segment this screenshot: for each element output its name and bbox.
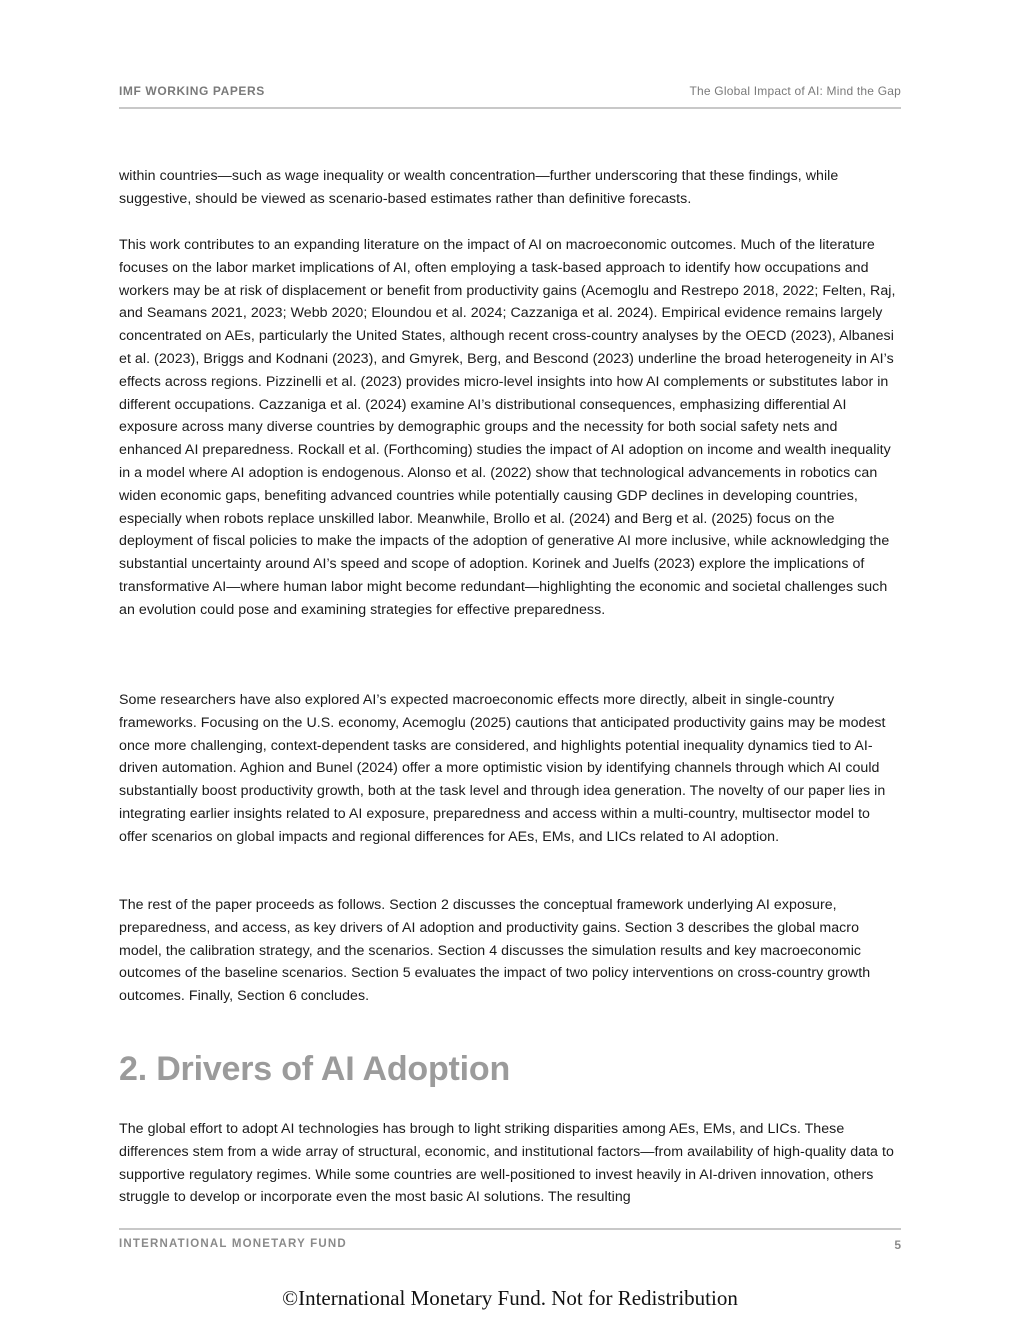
page-footer bbox=[119, 1228, 901, 1258]
section-heading: 2. Drivers of AI Adoption bbox=[119, 1050, 511, 1088]
body-paragraph-1: within countries—such as wage inequality or wealth concentration—further underscoring that these findings, while suggestive, should be viewed as scenario-based estimates rather than definitive forecasts. bbox=[119, 168, 839, 207]
footer-organization: INTERNATIONAL MONETARY FUND bbox=[119, 1238, 347, 1250]
copyright-notice: ©International Monetary Fund. Not for Redistribution bbox=[282, 1286, 738, 1310]
section-paragraph: The global effort to adopt AI technologies has brough to light striking disparities among AEs, EMs, and LICs. These differences stem from a wide array of structural, economic, and institutional factors—from availability of high-quality data to supportive regulatory regimes. While some countries are well-positioned to invest heavily in AI-driven innovation, others struggle to develop or incorporate even the most basic AI solutions. The resulting bbox=[119, 1121, 894, 1206]
body-paragraph-3: Some researchers have also explored AI’s expected macroeconomic effects more directly, albeit in single-country frameworks. Focusing on the U.S. economy, Acemoglu (2025) cautions that anticipated productivity gains may be modest once more challenging, context-dependent tasks are considered, and highlights potential inequality dynamics tied to AI-driven automation. Aghion and Bunel (2024) offer a more optimistic vision by identifying channels through which AI could substantially boost productivity growth, both at the task level and through idea generation. The novelty of our paper lies in integrating earlier insights related to AI exposure, preparedness and access within a multi-country, multisector model to offer scenarios on global impacts and regional differences for AEs, EMs, and LICs related to AI adoption. bbox=[119, 692, 886, 845]
page-header bbox=[119, 82, 901, 109]
page-number: 5 bbox=[894, 1238, 901, 1252]
series-title: IMF WORKING PAPERS bbox=[119, 84, 265, 98]
body-paragraph-4: The rest of the paper proceeds as follows. Section 2 discusses the conceptual framework underlying AI exposure, preparedness, and access, as key drivers of AI adoption and productivity gains. Section 3 describes the global macro model, the calibration strategy, and the scenarios. Section 4 discusses the simulation results and key macroeconomic outcomes of the baseline scenarios. Section 5 evaluates the impact of two policy interventions on cross-country growth outcomes. Finally, Section 6 concludes. bbox=[119, 897, 871, 1005]
body-paragraph-2: This work contributes to an expanding literature on the impact of AI on macroeconomic outcomes. Much of the literature focuses on the labor market implications of AI, often employing a task-based approach to identify how occupations and workers may be at risk of displacement or benefit from productivity gains (Acemoglu and Restrepo 2018, 2022; Felten, Raj, and Seamans 2021, 2023; Webb 2020; Eloundou et al. 2024; Cazzaniga et al. 2024). Empirical evidence remains largely concentrated on AEs, particularly the United States, although recent cross-country analyses by the OECD (2023), Albanesi et al. (2023), Briggs and Kodnani (2023), and Gmyrek, Berg, and Bescond (2023) underline the broad heterogeneity in AI’s effects across regions. Pizzinelli et al. (2023) provides micro-level insights into how AI complements or substitutes labor in different occupations. Cazzaniga et al. (2024) examine AI’s distributional consequences, emphasizing differential AI exposure across many diverse countries by demographic groups and the necessity for both social safety nets and enhanced AI preparedness. Rockall et al. (Forthcoming) studies the impact of AI adoption on income and wealth inequality in a model where AI adoption is endogenous. Alonso et al. (2022) show that technological advancements in robotics can widen economic gaps, benefiting advanced countries while potentially causing GDP declines in developing countries, especially when robots replace unskilled labor. Meanwhile, Brollo et al. (2024) and Berg et al. (2025) focus on the deployment of fiscal policies to make the impacts of the adoption of generative AI more inclusive, while acknowledging the substantial uncertainty around AI’s speed and scope of adoption. Korinek and Juelfs (2023) explore the implications of transformative AI—where human labor might become redundant—highlighting the economic and societal challenges such an evolution could pose and examining strategies for effective preparedness. bbox=[119, 237, 896, 618]
paper-title: The Global Impact of AI: Mind the Gap bbox=[689, 84, 901, 98]
